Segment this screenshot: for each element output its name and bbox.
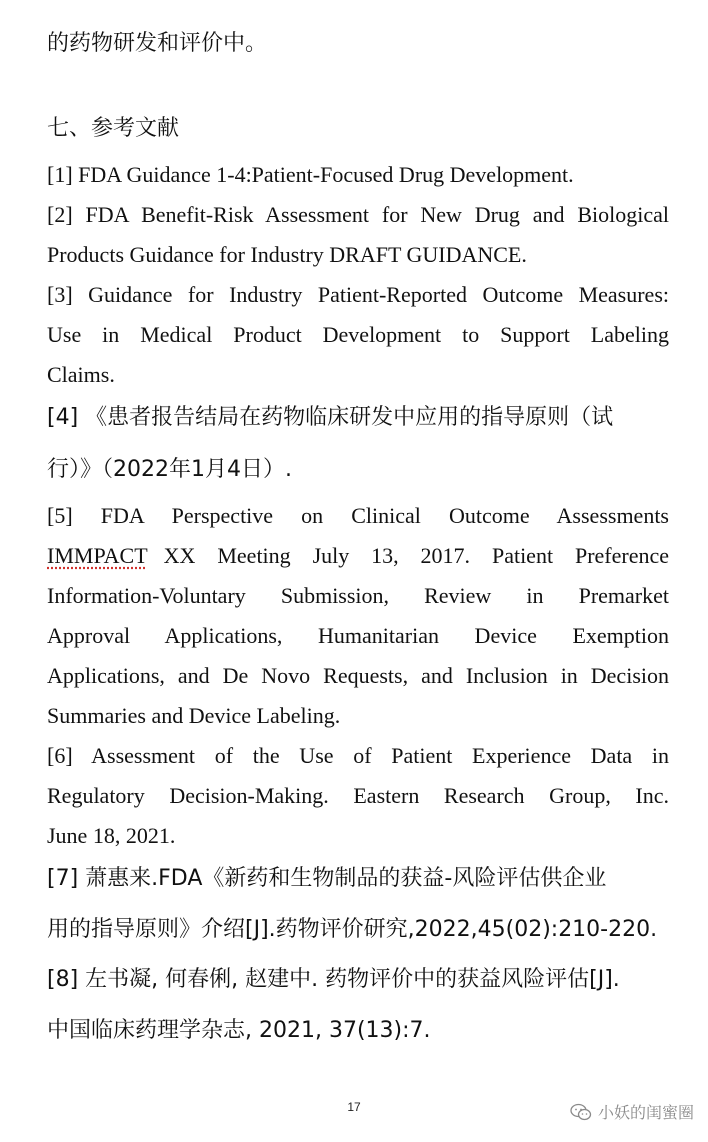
reference-5-line-3: Information-Voluntary Submission, Review in Premarket xyxy=(47,583,669,608)
reference-2-line-2: Products Guidance for Industry DRAFT GUIDANCE. xyxy=(47,242,527,267)
reference-7-line-2: 用的指导原则》介绍[J].药物评价研究,2022,45(02):210-220. xyxy=(47,917,658,942)
reference-1: [1] FDA Guidance 1-4:Patient-Focused Drug Development. xyxy=(47,162,574,187)
reference-6-line-3: June 18, 2021. xyxy=(47,823,176,848)
wechat-icon xyxy=(570,1103,592,1121)
reference-4-line-1: [4] 《患者报告结局在药物临床研发中应用的指导原则（试 xyxy=(47,405,614,430)
section-heading: 七、参考文献 xyxy=(47,116,180,141)
reference-7-line-1: [7] 萧惠来.FDA《新药和生物制品的获益-风险评估供企业 xyxy=(47,866,607,891)
reference-8-line-2: 中国临床药理学杂志, 2021, 37(13):7. xyxy=(47,1018,431,1043)
reference-4-line-2: 行）》（2022年1月4日）. xyxy=(47,457,292,482)
reference-5-line-6: Summaries and Device Labeling. xyxy=(47,703,341,728)
reference-6-line-1: [6] Assessment of the Use of Patient Experience Data in xyxy=(47,743,669,768)
reference-5-line-5: Applications, and De Novo Requests, and Inclusion in Decision xyxy=(47,663,669,688)
reference-5-line-4: Approval Applications, Humanitarian Device Exemption xyxy=(47,623,669,648)
reference-3-line-1: [3] Guidance for Industry Patient-Reported Outcome Measures: xyxy=(47,282,669,307)
page-number: 17 xyxy=(347,1100,361,1114)
reference-5-line-1: [5] FDA Perspective on Clinical Outcome Assessments xyxy=(47,503,669,528)
reference-3-line-2: Use in Medical Product Development to Support Labeling xyxy=(47,322,669,347)
reference-8-line-1: [8] 左书凝, 何春俐, 赵建中. 药物评价中的获益风险评估[J]. xyxy=(47,967,620,992)
spellcheck-flagged-word: IMMPACT xyxy=(47,543,148,568)
text-line: 的药物研发和评价中。 xyxy=(47,31,268,56)
reference-2-line-1: [2] FDA Benefit-Risk Assessment for New Drug and Biological xyxy=(47,202,669,227)
watermark xyxy=(570,1100,694,1123)
reference-5-line-2-text: XX Meeting July 13, 2017. Patient Preference xyxy=(163,543,669,568)
reference-3-line-3: Claims. xyxy=(47,362,115,387)
reference-5-line-2 xyxy=(47,541,669,571)
watermark-text: 小妖的闺蜜圈 xyxy=(597,1103,694,1122)
reference-6-line-2: Regulatory Decision-Making. Eastern Research Group, Inc. xyxy=(47,783,669,808)
